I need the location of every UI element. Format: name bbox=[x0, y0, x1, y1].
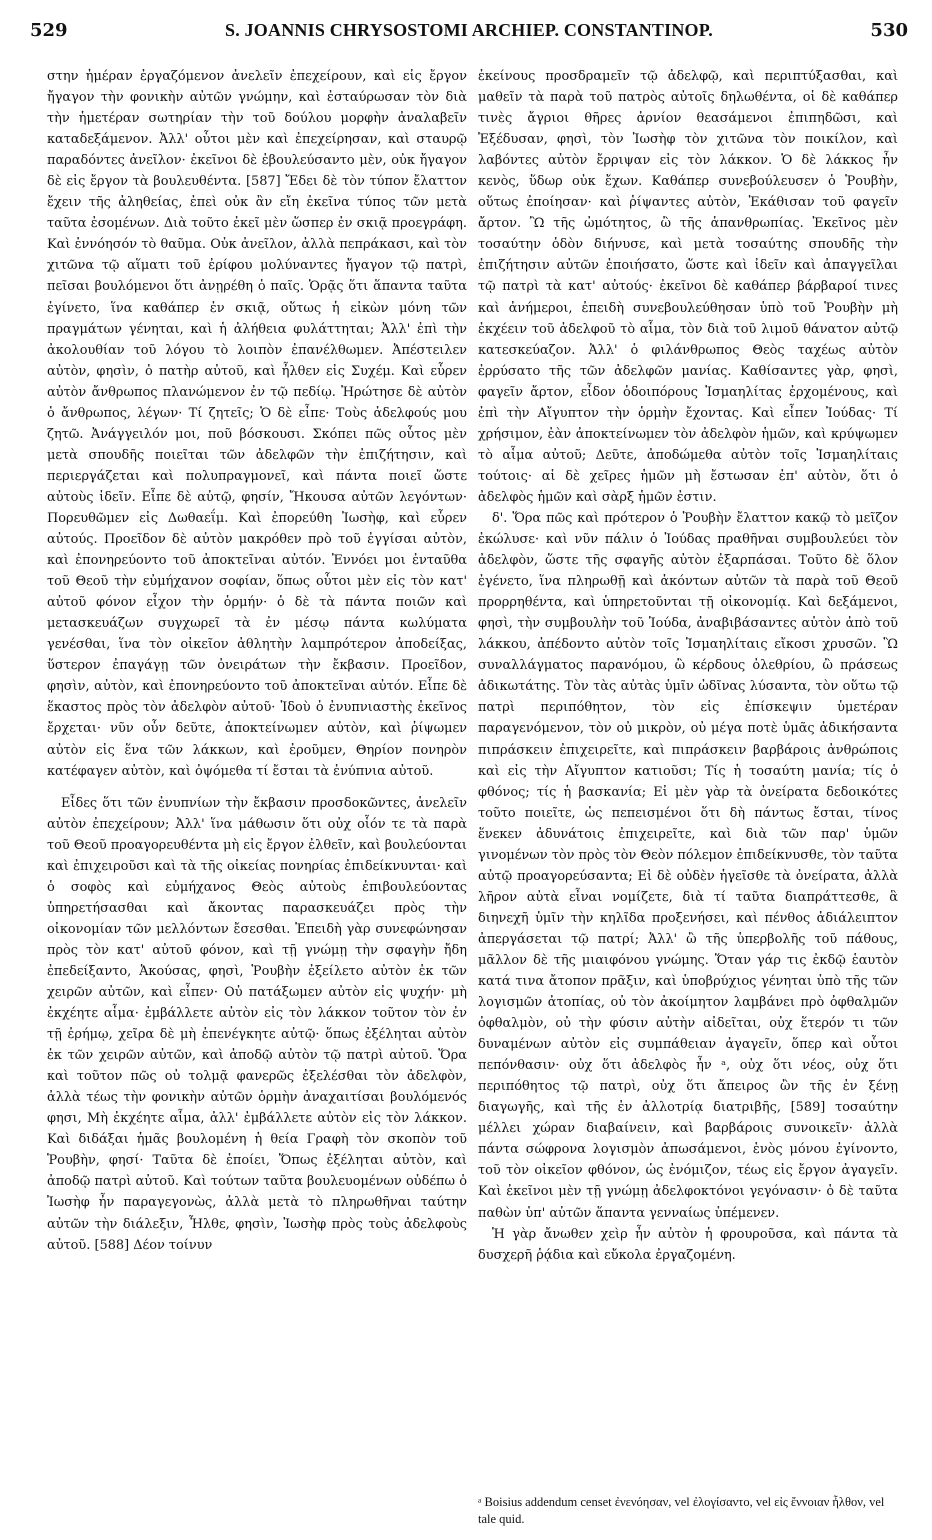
page-number-right: 530 bbox=[870, 20, 908, 41]
page-number-left: 529 bbox=[30, 20, 68, 41]
running-title: S. JOANNIS CHRYSOSTOMI ARCHIEP. CONSTANTINOP. bbox=[225, 20, 713, 40]
left-paragraph-2: Εἶδες ὅτι τῶν ἐνυπνίων τὴν ἔκβασιν προσδοκῶντες, ἀνελεῖν αὐτὸν ἐπεχείρουν; Ἀλλ' ἵνα μάθωσιν ὅτι οὐχ οἷόν τε τὰ παρὰ τοῦ Θεοῦ προαγορευθέντα μὴ εἰς ἔργον ἐλθεῖν, καὶ βουλεύονται καὶ ἐπιχειροῦσι καὶ τὰ τῆς οἰκείας πονηρίας ἐπιδείκνυνται· καὶ ὁ σοφὸς καὶ εὐμήχανος Θεὸς αὐτοὺς ἐπιβουλεύοντας ὑπηρετήσασθαι καὶ ἄκοντας παρασκευάζει πρὸς τὴν οἰκονομίαν τῶν μελλόντων ἔσεσθαι. Ἐπειδὴ γὰρ συνεφώνησαν πρὸς τὸν κατ' αὐτοῦ φόνον, καὶ τῇ γνώμῃ τὴν σφαγὴν ἤδη ἐπεδείξαντο, Ἀκούσας, φησὶ, Ῥουβὴν ἐξείλετο αὐτὸν ἐκ τῶν χειρῶν αὐτῶν, καὶ εἶπεν· Οὐ πατάξωμεν αὐτὸν εἰς ψυχήν· μὴ ἐκχέητε αἷμα· ἐμβάλλετε αὐτὸν εἰς τὸν λάκκον τοῦτον τὸν ἐν τῇ ἐρήμῳ, χεῖρα δὲ μὴ ἐπενέγκητε αὐτῷ· ὅπως ἐξέληται αὐτὸν ἐκ τῶν χειρῶν αὐτῶν, καὶ ἀποδῷ αὐτὸν τῷ πατρὶ αὐτοῦ. Ὅρα καὶ τοῦτον πῶς οὐ τολμᾷ φανερῶς ἐξελέσθαι τὸν ἀδελφὸν, ἀλλὰ τέως τὴν φονικὴν αὐτῶν ὁρμὴν ἀναχαιτίσαι βουλόμενός φησι, Μὴ ἐκχέητε αἷμα, ἀλλ' ἐμβάλλετε αὐτὸν εἰς τὸν λάκκον. Καὶ διδάξαι ἡμᾶς βουλομένη ἡ θεία Γραφὴ τὸν σκοπὸν τοῦ Ῥουβὴν, φησί· Ταῦτα δὲ ἐποίει, Ὅπως ἐξέληται αὐτὸν, καὶ ἀποδῷ πατρὶ αὐτοῦ. Καὶ τούτων ταῦτα βουλευομένων οὐδέπω ὁ Ἰωσὴφ ἦν παραγεγονὼς, ἀλλὰ μετὰ τὸ πληρωθῆναι ταύτην αὐτῶν τὴν διάλεξιν, Ἦλθε, φησὶν, Ἰωσὴφ πρὸς τοὺς ἀδελφοὺς αὐτοῦ. [588] Δέον τοίνυν bbox=[47, 795, 467, 1253]
right-column bbox=[478, 66, 898, 1266]
left-column bbox=[47, 66, 467, 1256]
footnote: ᵃ Boisius addendum censet ἐνενόησαν, vel ἐλογίσαντο, vel εἰς ἔννοιαν ἦλθον, vel tale quid. bbox=[478, 1495, 885, 1526]
right-paragraph-3: Ἡ γὰρ ἄνωθεν χεὶρ ἦν αὐτὸν ἡ φρουροῦσα, καὶ πάντα τὰ δυσχερῆ ῥᾴδια καὶ εὔκολα ἐργαζομένη. bbox=[478, 1226, 898, 1263]
right-paragraph-1: ἐκείνους προσδραμεῖν τῷ ἀδελφῷ, καὶ περιπτύξασθαι, καὶ μαθεῖν τὰ παρὰ τοῦ πατρὸς αὐτοῖς δηλωθέντα, οἱ δὲ καθάπερ τινὲς ἄγριοι θῆρες ἀρνίον θεασάμενοι ἐπιπηδῶσι, καὶ Ἐξέδυσαν, φησὶ, τὸν Ἰωσὴφ τὸν χιτῶνα τὸν ποικίλον, καὶ λαβόντες αὐτὸν ἔρριψαν εἰς τὸν λάκκον. Ὁ δὲ λάκκος ἦν κενὸς, ὕδωρ οὐκ ἔχων. Καθάπερ συνεβούλευσεν ὁ Ῥουβὴν, οὕτως ἐποίησαν· καὶ ῥίψαντες αὐτὸν, Ἐκάθισαν τοῦ φαγεῖν ἄρτον. Ὢ τῆς ὠμότητος, ὢ τῆς ἀπανθρωπίας. Ἐκεῖνος μὲν τοσαύτην ὁδὸν διήνυσε, καὶ μετὰ τοσαύτης σπουδῆς τὴν ἐπιζήτησιν αὐτῶν ἐποιήσατο, ὥστε καὶ ἰδεῖν καὶ ἀπαγγεῖλαι τῷ πατρὶ τὰ κατ' αὐτούς· ἐκεῖνοι δὲ καθάπερ βάρβαροί τινες καὶ ἀνήμεροι, ἐπειδὴ συνεβουλεύθησαν ὑπὸ τοῦ Ῥουβὴν μὴ ἐκχέειν τοῦ ἀδελφοῦ τὸ αἷμα, τὸν διὰ τοῦ λιμοῦ θάνατον αὐτῷ κατεσκεύαζον. Ἀλλ' ὁ φιλάνθρωπος Θεὸς ταχέως αὐτὸν ἐρρύσατο τῆς τῶν ἀδελφῶν μανίας. Καθίσαντες γὰρ, φησὶ, φαγεῖν ἄρτον, εἶδον ὁδοιπόρους Ἰσμαηλίτας ἐρχομένους, καὶ ἐπὶ τὴν Αἴγυπτον τὴν ὁρμὴν ἔχοντας. Καὶ εἶπεν Ἰούδας· Τί χρήσιμον, ἐὰν ἀποκτείνωμεν τὸν ἀδελφὸν ἡμῶν, καὶ κρύψωμεν τὸ αἷμα αὐτοῦ; Δεῦτε, ἀποδώμεθα αὐτὸν τοῖς Ἰσμαηλίταις τούτοις· αἱ δὲ χεῖρες ἡμῶν μὴ ἔστωσαν ἐπ' αὐτὸν, ὅτι ὁ ἀδελφὸς ἡμῶν καὶ σὰρξ ἡμῶν ἐστιν. bbox=[478, 69, 898, 505]
left-paragraph-1: στην ἡμέραν ἐργαζόμενον ἀνελεῖν ἐπεχείρουν, καὶ εἰς ἔργον ἤγαγον τὴν φονικὴν αὐτῶν γνώμην, καὶ ἐσταύρωσαν τὸν διὰ τὴν ἡμετέραν σωτηρίαν τὴν τοῦ δούλου μορφὴν ἀναλαβεῖν καταδεξάμενον. Ἀλλ' οὗτοι μὲν καὶ ἐπεχείρησαν, καὶ σταυρῷ παραδόντες ἀνεῖλον· ἐκεῖνοι δὲ ἐβουλεύσαντο μὲν, οὐκ ἤγαγον δὲ εἰς ἔργον τὰ βουλευθέντα. [587] Ἔδει δὲ τὸν τύπον ἔλαττον ἔχειν τῆς ἀληθείας, ἐπεὶ οὐκ ἂν εἴη ἐκεῖνα τύπος τῶν μετὰ ταῦτα ἐσομένων. Διὰ τοῦτο ἐκεῖ μὲν ὥσπερ ἐν σκιᾷ προεγράφη. Καὶ ἐννόησόν τὸ θαῦμα. Οὐκ ἀνεῖλον, ἀλλὰ πεπράκασι, καὶ τὸν χιτῶνα τῷ αἵματι τοῦ ἐρίφου μολύναντες ἤγαγον τῷ πατρὶ, πεῖσαι βουλόμενοι ὅτι ἀνῃρέθη ὁ παῖς. Ὁρᾷς ὅτι ἅπαντα ταῦτα ἐγίνετο, ἵνα καθάπερ ἐν σκιᾷ, οὕτως ἡ εἰκὼν μόνη τῶν πραγμάτων γένηται, καὶ ἡ ἀλήθεια φυλάττηται; Ἀλλ' ἐπὶ τὴν ἀκολουθίαν τοῦ λόγου τὸ λοιπὸν ἐπανέλθωμεν. Ἀπέστειλεν αὐτὸν, φησὶν, ὁ πατὴρ αὐτοῦ, καὶ ἦλθεν εἰς Συχέμ. Καὶ εὗρεν αὐτὸν ἄνθρωπος πλανώμενον ἐν τῷ πεδίῳ. Ἠρώτησε δὲ αὐτὸν ὁ ἄνθρωπος, λέγων· Τί ζητεῖς; Ὁ δὲ εἶπε· Τοὺς ἀδελφούς μου ζητῶ. Ἀνάγγειλόν μοι, ποῦ βόσκουσι. Σκόπει πῶς οὗτος μὲν μετὰ σπουδῆς ποιεῖται τῶν ἀδελφῶν τὴν ἐπιζήτησιν, καὶ περιεργάζεται καὶ πολυπραγμονεῖ, καὶ πάντα ποιεῖ ὥστε αὐτοὺς ἰδεῖν. Εἶπε δὲ αὐτῷ, φησίν, Ἤκουσα αὐτῶν λεγόντων· Πορευθῶμεν εἰς Δωθαεΐμ. Καὶ ἐπορεύθη Ἰωσὴφ, καὶ εὗρεν αὐτούς. Προεῖδον δὲ αὐτὸν μακρόθεν πρὸ τοῦ ἐγγίσαι αὐτὸν, καὶ ἐπονηρεύοντο τοῦ ἀποκτεῖναι αὐτόν. Ἐννόει μοι ἐνταῦθα τοῦ Θεοῦ τὴν εὐμήχανον σοφίαν, ὅπως οὗτοι μὲν εἰς τὸν κατ' αὐτοῦ φόνον εἶχον τὴν ὁρμήν· ὁ δὲ τὰ πάντα ποιῶν καὶ μετασκευάζων συγχωρεῖ τὰ ἐν μέσῳ πάντα κωλύματα γενέσθαι, ἵνα τὸν οἰκεῖον ἀθλητὴν λαμπρότερον ἀποδείξας, ὕστερον ἐπαγάγῃ τῶν ὀνειράτων τὴν ἔκβασιν. Προεῖδον, φησὶν, αὐτὸν, καὶ ἐπονηρεύοντο τοῦ ἀποκτεῖναι αὐτόν. Εἶπε δὲ ἕκαστος πρὸς τὸν ἀδελφὸν αὐτοῦ· Ἰδοὺ ὁ ἐνυπνιαστὴς ἐκεῖνος ἔρχεται· νῦν οὖν δεῦτε, ἀποκτείνωμεν αὐτὸν, καὶ ῥίψωμεν αὐτὸν εἰς ἕνα τῶν λάκκων, καὶ ἐροῦμεν, Θηρίον πονηρὸν κατέφαγεν αὐτὸν, καὶ ὀψόμεθα τί ἔσται τὰ ἐνύπνια αὐτοῦ. bbox=[47, 69, 467, 779]
page-header bbox=[30, 20, 908, 46]
right-paragraph-2: δ'. Ὅρα πῶς καὶ πρότερον ὁ Ῥουβὴν ἔλαττον κακῷ τὸ μεῖζον ἐκώλυσε· καὶ νῦν πάλιν ὁ Ἰούδας πραθῆναι συμβουλεύει τὸν ἀδελφὸν, ὥστε τῆς σφαγῆς αὐτὸν ἐξαρπάσαι. Τοῦτο δὲ ὅλον ἐγένετο, ἵνα πληρωθῇ καὶ ἀκόντων αὐτῶν τὰ παρὰ τοῦ Θεοῦ προρρηθέντα, καὶ ὑπηρετοῦνται τῇ οἰκονομίᾳ. Καὶ δεξάμενοι, φησὶ, τὴν συμβουλὴν τοῦ Ἰούδα, ἀναβιβάσαντες αὐτὸν ἀπὸ τοῦ λάκκου, ἀπέδοντο αὐτὸν τοῖς Ἰσμαηλίταις εἴκοσι χρυσῶν. Ὢ συναλλάγματος παρανόμου, ὢ κέρδους ὀλεθρίου, ὢ πράσεως ἀδικωτάτης. Τὸν τὰς αὐτὰς ὑμῖν ὠδῖνας λύσαντα, τὸν οὕτω τῷ πατρὶ περιπόθητον, τὸν εἰς ἐπίσκεψιν ὑμετέραν παραγενόμενον, τὸν οὐ μικρὸν, οὐ μέγα ποτὲ ὑμᾶς ἀδικήσαντα πιπράσκειν ἐπιχειρεῖτε, καὶ πιπράσκειν βαρβάροις ἀνθρώποις καὶ εἰς τὴν Αἴγυπτον κατιοῦσι; Τίς ἡ τοσαύτη μανία; τίς ὁ φθόνος; τίς ἡ βασκανία; Εἰ μὲν γὰρ τὰ ὀνείρατα δεδοικότες τοῦτο ποιεῖτε, ὡς πεπεισμένοι ὅτι δὴ πάντως ἔσται, τίνος ἕνεκεν ἀδυνάτοις ἐπιχειρεῖτε, καὶ διὰ τῶν παρ' ὑμῶν γινομένων τὸν πρὸς τὸν Θεὸν πόλεμον ἐπιδείκνυσθε, τὸν ταῦτα αὐτῷ προαγορεύσαντα; Εἰ δὲ οὐδὲν ἡγεῖσθε τὰ ὀνείρατα, ἀλλὰ λῆρον αὐτὰ εἶναι νομίζετε, διὰ τί ταῦτα διαπράττεσθε, ἃ διηνεχῆ ὑμῖν τὴν κηλῖδα προξενήσει, καὶ πένθος ἀδιάλειπτον ἀπεργάσεται τῷ πατρί; Ἀλλ' ὢ τῆς ὑπερβολῆς τοῦ πάθους, μᾶλλον δὲ τῆς μιαιφόνου γνώμης. Ὅταν γάρ τις ἐκδῷ ἑαυτὸν κατά τινα ἄτοπον πρᾶξιν, καὶ ὑποβρύχιος γένηται ὑπὸ τῆς τῶν λογισμῶν ἀτοπίας, οὐ τὸν ἀκοίμητον λαμβάνει πρὸ ὀφθαλμῶν ὀφθαλμὸν, οὐ τὴν φύσιν αὐτὴν αἰδεῖται, οὐχ ἕτερόν τι τῶν δυναμένων αὐτὸν εἰς συμπάθειαν ἀγαγεῖν, ὅπερ καὶ οὗτοι πεπόνθασιν· οὐχ ὅτι ἀδελφὸς ἦν ᵃ, οὐχ ὅτι νέος, οὐχ ὅτι περιπόθητος τῷ πατρὶ, οὐχ ὅτι ἄπειρος ὢν τῆς ἐν ξένῃ διαγωγῆς, καὶ τῆς ἐν ἀλλοτρίᾳ διατριβῆς, [589] τοσαύτην μέλλει χώραν διαβαίνειν, καὶ βαρβάροις συνοικεῖν· ἀλλὰ πάντα σώφρονα λογισμὸν ἀπωσάμενοι, ἑνὸς μόνου ἐγίνοντο, τοῦ τὸν οἰκεῖον φθόνον, ὡς ἐνόμιζον, τέως εἰς ἔργον ἀγαγεῖν. Καὶ ἐκεῖνοι μὲν τῇ γνώμῃ ἀδελφοκτόνοι γεγόνασιν· ὁ δὲ ταῦτα παθὼν ὑπ' αὐτῶν ἅπαντα γενναίως ὑπέμενεν. bbox=[478, 510, 899, 1221]
